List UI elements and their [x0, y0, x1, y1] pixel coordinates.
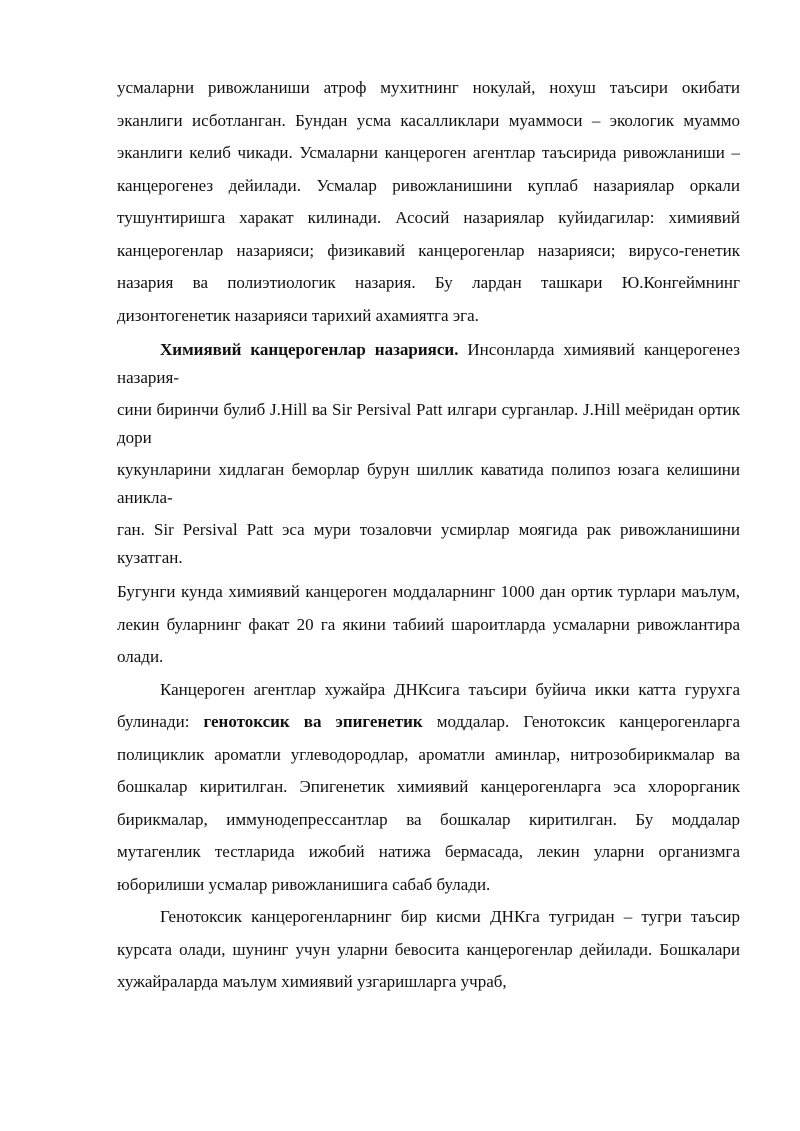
document-page: [117, 72, 740, 999]
paragraph-genotoxic-direct: Генотоксик канцерогенларнинг бир кисми ДНКга тугридан – тугри таъсир курсата олади, шунинг учун уларни бевосита канцерогенлар дейилади. Бошкалари хужайраларда маълум химиявий узгаришларга учраб,: [117, 907, 740, 991]
paragraph-intro: усмаларни ривожланиши атроф мухитнинг нокулай, нохуш таъсири окибати эканлиги исботланган. Бундан усма касалликлари муаммоси – экологик муаммо эканлиги келиб чикади. Усмаларни канцероген агентлар таъсирида ривожланиши – канцерогенез дейилади. Усмалар ривожланишини куплаб назариялар оркали тушунтиришга харакат килинади. Асосий назариялар куйидагилар: химиявий канцерогенлар назарияси; физикавий канцерогенлар назарияси; вирусо-генетик назария ва полиэтиологик назария. Бу лардан ташкари Ю.Конгеймнинг дизонтогенетик назарияси тарихий ахамиятга эга.: [117, 78, 740, 325]
paragraph-agent-groups-b: моддалар. Генотоксик канцерогенларга полициклик ароматли углеводородлар, ароматли аминлар, нитрозобирикмалар ва бошкалар киритилган. Эпигенетик химиявий канцерогенларга эса хлорорганик бирикмалар, иммунодепрессантлар ва бошкалар киритилган. Бу моддалар мутагенлик тестларида ижобий натижа бермасада, лекин уларни организмга юборилиши усмалар ривожланишига сабаб булади.: [117, 712, 740, 894]
heading-chemical-theory: Химиявий канцерогенлар назарияси.: [160, 340, 459, 359]
paragraph-modern-count: Бугунги кунда химиявий канцероген моддаларнинг 1000 дан ортик турлари маълум, лекин буларнинг факат 20 га якини табиий шароитларда усмаларни ривожлантира олади.: [117, 582, 740, 666]
term-genotoxic-epigenetic: генотоксик ва эпигенетик: [203, 712, 423, 731]
paragraph-chemical-theory-text: Инсонларда химиявий канцерогенез назария-: [117, 340, 740, 387]
paragraph-patt-observation: ган. Sir Persival Patt эса мури тозаловчи усмирлар моягида рак ривожланишини кузатган.: [117, 520, 740, 567]
paragraph-powder-polyp: кукунларини хидлаган беморлар бурун шиллик каватида полипоз юзага келишини аникла-: [117, 460, 740, 507]
paragraph-agent-groups-a: Канцероген агентлар хужайра ДНКсига таъсири буйича икки катта гурухга булинади:: [117, 679, 740, 731]
paragraph-chemical-theory: [117, 336, 740, 392]
paragraph-hill-patt: сини биринчи булиб J.Hill ва Sir Persival Patt илгари сурганлар. J.Hill меёридан ортик дори: [117, 400, 740, 447]
paragraph-agent-groups: [117, 674, 740, 902]
